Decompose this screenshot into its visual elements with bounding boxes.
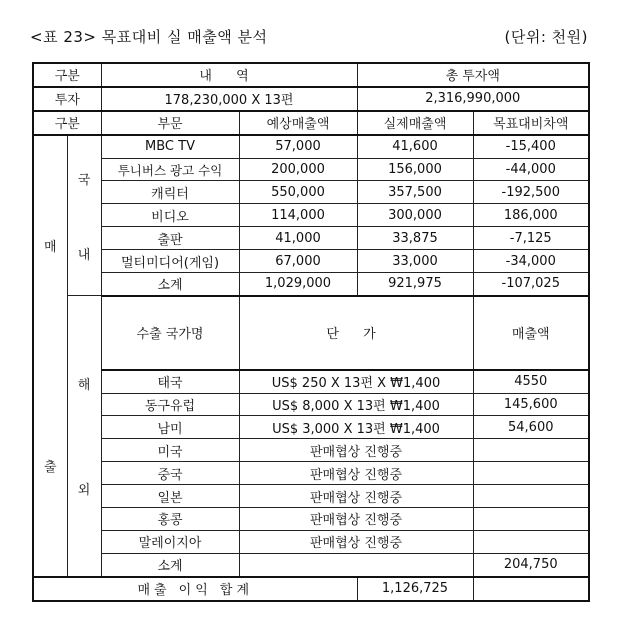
overseas-sales bbox=[473, 508, 589, 531]
domestic-row bbox=[33, 250, 589, 273]
header-division: 부문 bbox=[101, 111, 239, 135]
sales-label-char-2: 출 bbox=[43, 460, 57, 476]
domestic-actual: 300,000 bbox=[357, 204, 473, 227]
domestic-vertical-label bbox=[67, 135, 101, 296]
domestic-category: 멀티미디어(게임) bbox=[101, 250, 239, 273]
overseas-price: 판매협상 진행중 bbox=[239, 439, 473, 462]
overseas-row bbox=[33, 370, 589, 393]
overseas-country: 말레이지아 bbox=[101, 530, 239, 553]
overseas-subtotal-row bbox=[33, 553, 589, 576]
unit-label: (단위: 천원) bbox=[504, 28, 588, 46]
header-category: 구분 bbox=[33, 63, 101, 87]
overseas-country: 중국 bbox=[101, 462, 239, 485]
domestic-row bbox=[33, 204, 589, 227]
domestic-actual: 33,875 bbox=[357, 227, 473, 250]
header-total-investment: 총 투자액 bbox=[357, 63, 589, 87]
overseas-sales bbox=[473, 485, 589, 508]
domestic-subtotal-expected: 1,029,000 bbox=[239, 273, 357, 296]
domestic-subtotal-actual: 921,975 bbox=[357, 273, 473, 296]
header-detail: 내 역 bbox=[101, 63, 357, 87]
domestic-row bbox=[33, 158, 589, 181]
overseas-row bbox=[33, 485, 589, 508]
overseas-sales bbox=[473, 462, 589, 485]
domestic-category: 투니버스 광고 수익 bbox=[101, 158, 239, 181]
overseas-row bbox=[33, 462, 589, 485]
overseas-price: 판매협상 진행중 bbox=[239, 530, 473, 553]
domestic-diff: -34,000 bbox=[473, 250, 589, 273]
domestic-category: 캐릭터 bbox=[101, 181, 239, 204]
domestic-category: 비디오 bbox=[101, 204, 239, 227]
domestic-actual: 41,600 bbox=[357, 135, 473, 158]
total-value: 1,126,725 bbox=[357, 577, 473, 601]
overseas-country: 남미 bbox=[101, 416, 239, 439]
overseas-sales: 54,600 bbox=[473, 416, 589, 439]
header-category-2: 구분 bbox=[33, 111, 101, 135]
overseas-price: US$ 3,000 X 13편 ₩1,400 bbox=[239, 416, 473, 439]
overseas-price: 판매협상 진행중 bbox=[239, 485, 473, 508]
domestic-diff: -7,125 bbox=[473, 227, 589, 250]
overseas-sales: 145,600 bbox=[473, 393, 589, 416]
overseas-price: US$ 250 X 13편 X ₩1,400 bbox=[239, 370, 473, 393]
overseas-subtotal-label: 소계 bbox=[101, 553, 239, 576]
overseas-subtotal-blank bbox=[239, 553, 473, 576]
investment-label: 투자 bbox=[33, 87, 101, 111]
investment-row bbox=[33, 87, 589, 111]
overseas-country: 일본 bbox=[101, 485, 239, 508]
overseas-row bbox=[33, 508, 589, 531]
overseas-sales bbox=[473, 530, 589, 553]
overseas-row bbox=[33, 530, 589, 553]
domestic-label-char-1: 국 bbox=[77, 172, 91, 188]
domestic-expected: 67,000 bbox=[239, 250, 357, 273]
domestic-expected: 114,000 bbox=[239, 204, 357, 227]
overseas-row bbox=[33, 416, 589, 439]
overseas-sales bbox=[473, 439, 589, 462]
table-title: <표 23> 목표대비 실 매출액 분석 bbox=[30, 28, 268, 46]
domestic-expected: 550,000 bbox=[239, 181, 357, 204]
domestic-row bbox=[33, 227, 589, 250]
sales-label-char-1: 매 bbox=[43, 240, 57, 256]
domestic-row bbox=[33, 181, 589, 204]
domestic-diff: -44,000 bbox=[473, 158, 589, 181]
domestic-diff: -192,500 bbox=[473, 181, 589, 204]
overseas-country: 태국 bbox=[101, 370, 239, 393]
domestic-actual: 156,000 bbox=[357, 158, 473, 181]
header-actual-sales: 실제매출액 bbox=[357, 111, 473, 135]
overseas-country: 동구유럽 bbox=[101, 393, 239, 416]
overseas-sales: 4550 bbox=[473, 370, 589, 393]
domestic-subtotal-row bbox=[33, 273, 589, 296]
overseas-price: 판매협상 진행중 bbox=[239, 508, 473, 531]
domestic-actual: 33,000 bbox=[357, 250, 473, 273]
header-target-diff: 목표대비차액 bbox=[473, 111, 589, 135]
investment-total: 2,316,990,000 bbox=[357, 87, 589, 111]
overseas-price: US$ 8,000 X 13편 ₩1,400 bbox=[239, 393, 473, 416]
investment-detail: 178,230,000 X 13편 bbox=[101, 87, 357, 111]
sales-vertical-label bbox=[33, 135, 67, 577]
sales-analysis-table bbox=[32, 62, 590, 602]
domestic-row bbox=[33, 135, 589, 158]
overseas-vertical-label bbox=[67, 296, 101, 577]
domestic-expected: 41,000 bbox=[239, 227, 357, 250]
domestic-diff: 186,000 bbox=[473, 204, 589, 227]
overseas-header-country: 수출 국가명 bbox=[101, 296, 239, 370]
overseas-label-char-2: 외 bbox=[77, 483, 91, 499]
total-row bbox=[33, 577, 589, 601]
overseas-country: 홍콩 bbox=[101, 508, 239, 531]
overseas-country: 미국 bbox=[101, 439, 239, 462]
domestic-category: 출판 bbox=[101, 227, 239, 250]
header-row-1 bbox=[33, 63, 589, 87]
domestic-subtotal-diff: -107,025 bbox=[473, 273, 589, 296]
table-caption bbox=[30, 26, 590, 48]
overseas-row bbox=[33, 393, 589, 416]
domestic-expected: 57,000 bbox=[239, 135, 357, 158]
overseas-subtotal-sales: 204,750 bbox=[473, 553, 589, 576]
overseas-header-row bbox=[33, 296, 589, 370]
overseas-header-sales: 매출액 bbox=[473, 296, 589, 370]
overseas-row bbox=[33, 439, 589, 462]
total-label: 매출 이익 합계 bbox=[33, 577, 357, 601]
overseas-header-price: 단 가 bbox=[239, 296, 473, 370]
overseas-price: 판매협상 진행중 bbox=[239, 462, 473, 485]
overseas-label-char-1: 해 bbox=[77, 378, 91, 394]
domestic-subtotal-label: 소계 bbox=[101, 273, 239, 296]
domestic-expected: 200,000 bbox=[239, 158, 357, 181]
header-row-2 bbox=[33, 111, 589, 135]
domestic-category: MBC TV bbox=[101, 135, 239, 158]
domestic-diff: -15,400 bbox=[473, 135, 589, 158]
domestic-label-char-2: 내 bbox=[77, 247, 91, 263]
header-expected-sales: 예상매출액 bbox=[239, 111, 357, 135]
domestic-actual: 357,500 bbox=[357, 181, 473, 204]
